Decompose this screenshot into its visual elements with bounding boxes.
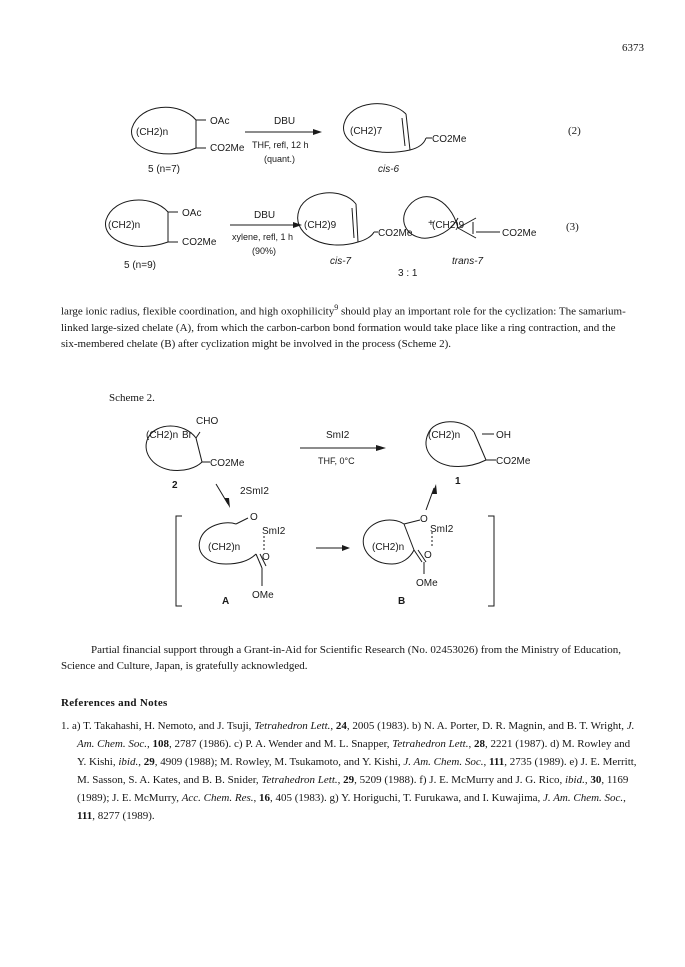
reference-segment: Tetrahedron Lett. <box>254 720 331 732</box>
bracket-left <box>176 516 182 606</box>
acknowledgment <box>61 642 633 674</box>
eq3-product1-sub: CO2Me <box>378 228 413 239</box>
sm-cho: CHO <box>196 416 219 427</box>
body-paragraph <box>61 300 629 352</box>
eq3-product1-ring <box>298 193 374 245</box>
product-1-ring <box>426 422 486 467</box>
reference-segment: , 8277 (1989). <box>92 810 155 822</box>
reference-segment: , <box>623 792 626 804</box>
chelate-a-ome: OMe <box>252 590 274 601</box>
sm-br: Br <box>182 430 192 441</box>
reference-segment: 28 <box>474 738 485 750</box>
eq3-conditions: xylene, refl, 1 h <box>232 232 294 242</box>
references-heading: References and Notes <box>61 697 168 709</box>
sm-ring-label: (CH2)n <box>146 430 179 441</box>
scheme-2-title: Scheme 2. <box>109 392 155 404</box>
scheme-reagent: SmI2 <box>326 430 350 441</box>
side-reagent: 2SmI2 <box>240 486 269 497</box>
reference-segment: , <box>138 756 144 768</box>
eq2-label-product: cis-6 <box>378 164 400 175</box>
reference-segment: , <box>468 738 474 750</box>
reference-segment: J. Am. Chem. Soc. <box>77 720 635 750</box>
reference-segment: , <box>337 774 344 786</box>
eq3-number: (3) <box>566 221 579 233</box>
reference-segment: ibid. <box>564 774 585 786</box>
reference-segment: , 2221 (1987). d) M. Rowley and Y. Kishi, <box>77 738 631 768</box>
chelate-b-o-top: O <box>420 514 428 525</box>
eq3-label-product2: trans-7 <box>452 256 484 267</box>
reference-segment: 108 <box>152 738 169 750</box>
reference-segment: Tetrahedron Lett. <box>261 774 338 786</box>
reference-segment: , 2787 (1986). c) P. A. Wender and M. L. Snapper, <box>168 738 393 750</box>
reaction-equations <box>0 0 685 290</box>
reference-segment: , <box>483 756 489 768</box>
reference-segment: , 1169 (1989); J. E. McMurry, <box>77 774 629 804</box>
scheme-2 <box>0 408 685 628</box>
eq3-product2-ring-label: (CH2)9 <box>432 220 465 231</box>
eq2-reagent: DBU <box>274 116 296 127</box>
reference-segment: , 2005 (1983). b) N. A. Porter, D. R. Magnin, and B. T. Wright, <box>346 720 627 732</box>
chelate-a-o-top: O <box>250 512 258 523</box>
eq3-product1-ring-label: (CH2)9 <box>304 220 337 231</box>
eq2-yield: (quant.) <box>264 154 296 164</box>
reference-segment: 30 <box>590 774 602 786</box>
eq3-label-product1: cis-7 <box>330 256 352 267</box>
reference-segment: , <box>253 792 259 804</box>
citation-superscript: 9 <box>334 303 339 312</box>
reference-segment: , <box>584 774 591 786</box>
eq2-reactant-top: OAc <box>210 116 230 127</box>
reference-segment: , 5209 (1988). f) J. E. McMurry and J. G. Rico, <box>354 774 565 786</box>
reference-segment: , <box>146 738 153 750</box>
reference-segment: J. Am. Chem. Soc. <box>403 756 484 768</box>
reference-segment: , 405 (1983). g) Y. Horiguchi, T. Furukawa, and I. Kuwajima, <box>269 792 544 804</box>
reference-segment: 111 <box>488 756 505 768</box>
bracket-right <box>488 516 494 606</box>
eq3-yield: (90%) <box>252 246 277 256</box>
eq3-label-reactant: 5 (n=9) <box>124 260 156 271</box>
reference-segment: 16 <box>258 792 270 804</box>
page-number: 6373 <box>622 42 644 54</box>
chelate-a-label: A <box>222 596 230 607</box>
references-list <box>61 717 641 825</box>
paragraph-text-b: should play an important role for the cyclization: The samarium-linked large-sized chelate (A), from which the carbon-carbon bond formation would take place like a ring contraction, and the six-membered chelate (B) after cyclization might be involved in the process (Scheme 2). <box>61 305 626 350</box>
paragraph-text-a: large ionic radius, flexible coordination, and high oxophilicity <box>61 305 335 318</box>
reference-segment: , <box>330 720 336 732</box>
eq2-conditions: THF, refl, 12 h <box>252 140 309 150</box>
eq3-reactant-bottom: CO2Me <box>182 237 217 248</box>
reference-segment: ibid. <box>118 756 139 768</box>
reference-item <box>61 717 641 825</box>
reference-segment: J. Am. Chem. Soc. <box>543 792 624 804</box>
acknowledgment-text: Partial financial support through a Grant-in-Aid for Scientific Research (No. 02453026) from the Ministry of Education, Science and Culture, Japan, is gratefully acknowledged. <box>61 644 622 672</box>
reference-segment: 24 <box>335 720 347 732</box>
product-oh: OH <box>496 430 511 441</box>
chelate-b-o-low: O <box>424 550 432 561</box>
product-ring-label: (CH2)n <box>428 430 461 441</box>
eq3-reactant-top: OAc <box>182 208 202 219</box>
chelate-a-o-low: O <box>262 552 270 563</box>
eq2-number: (2) <box>568 125 581 137</box>
chelate-b-label: B <box>398 596 406 607</box>
reference-segment: a) T. Takahashi, H. Nemoto, and J. Tsuji, <box>72 720 255 732</box>
eq2-reactant-bottom: CO2Me <box>210 143 245 154</box>
reference-number: 1. <box>61 720 72 732</box>
reference-segment: , 4909 (1988); M. Rowley, M. Tsukamoto, and Y. Kishi, <box>154 756 404 768</box>
eq2-reactant-ring-label: (CH2)n <box>136 127 169 138</box>
eq3-ratio: 3 : 1 <box>398 268 418 279</box>
eq2-label-reactant: 5 (n=7) <box>148 164 180 175</box>
sm-ester: CO2Me <box>210 458 245 469</box>
product-ester: CO2Me <box>496 456 531 467</box>
product-label: 1 <box>455 476 461 487</box>
reference-segment: , 2735 (1989). e) J. E. Merritt, M. Sasson, S. A. Kates, and B. B. Snider, <box>77 756 637 786</box>
chelate-a-sm: SmI2 <box>262 526 286 537</box>
chelate-b-ring-label: (CH2)n <box>372 542 405 553</box>
reference-segment: Tetrahedron Lett. <box>392 738 469 750</box>
eq3-reactant-ring-label: (CH2)n <box>108 220 141 231</box>
reference-segment: Acc. Chem. Res. <box>181 792 254 804</box>
side-arrow-up <box>426 488 434 510</box>
scheme-conditions: THF, 0°C <box>318 456 355 466</box>
reference-segment: 29 <box>343 774 355 786</box>
chelate-b-sm: SmI2 <box>430 524 454 535</box>
eq3-plus: + <box>428 218 434 229</box>
eq2-product-ring-label: (CH2)7 <box>350 126 383 137</box>
chelate-b-ome: OMe <box>416 578 438 589</box>
reference-segment: 29 <box>143 756 155 768</box>
chelate-a-ring-label: (CH2)n <box>208 542 241 553</box>
eq3-reagent: DBU <box>254 210 276 221</box>
eq3-product2-sub: CO2Me <box>502 228 537 239</box>
reference-segment: 111 <box>77 810 93 822</box>
eq2-product-sub: CO2Me <box>432 134 467 145</box>
sm-label: 2 <box>172 480 178 491</box>
